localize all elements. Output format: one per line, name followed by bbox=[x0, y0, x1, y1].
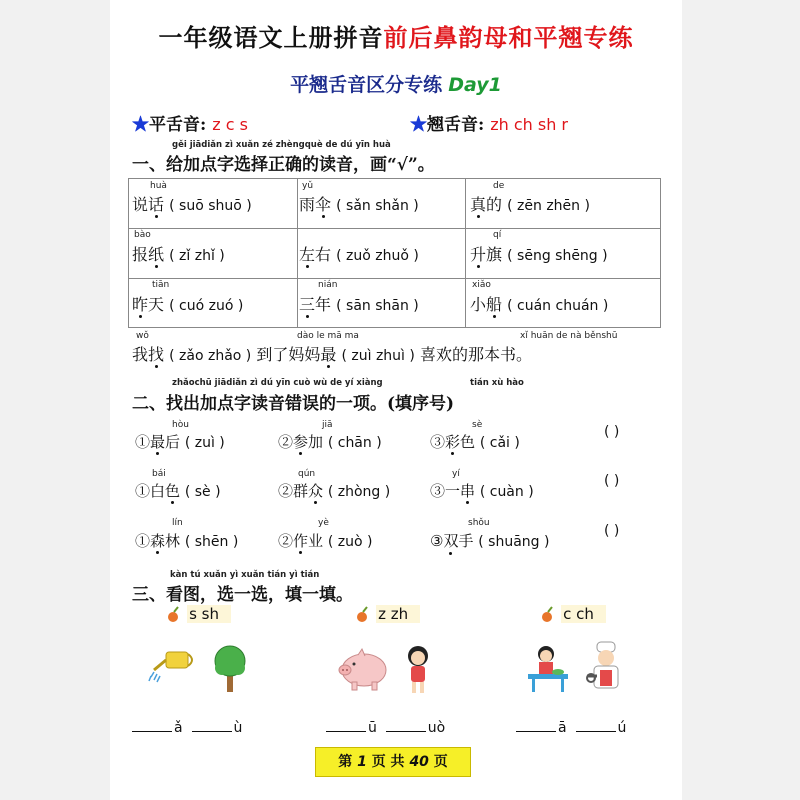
choice-item: ③彩色 ( cǎi ) bbox=[430, 433, 520, 451]
title-black: 一年级语文上册拼音 bbox=[158, 23, 384, 52]
choice-item: ③一串 ( cuàn ) bbox=[430, 482, 534, 500]
section1-pinyin: gěi jiādiǎn zì xuǎn zé zhèngquè de dú yīn huà bbox=[172, 140, 391, 150]
tag-icon bbox=[540, 606, 556, 624]
table-cell: 三年 ( sān shān ) bbox=[299, 295, 419, 314]
table-cell: 左右 ( zuǒ zhuǒ ) bbox=[299, 245, 419, 264]
star-icon: ★ bbox=[410, 115, 427, 135]
curl-letters: zh ch sh r bbox=[490, 115, 568, 134]
page-title bbox=[110, 18, 682, 53]
answer-options[interactable]: ( zuǒ zhuǒ ) bbox=[336, 248, 419, 264]
table-cell: 说话 ( suō shuō ) bbox=[132, 195, 252, 214]
choice-item: ②群众 ( zhòng ) bbox=[278, 482, 391, 500]
choice-item: ①森林 ( shēn ) bbox=[135, 532, 239, 550]
table-cell: 真的 ( zēn zhēn ) bbox=[470, 195, 590, 214]
page-indicator: 第 1 页 共 40 页 bbox=[315, 747, 471, 777]
letter-choice: z zh bbox=[355, 604, 420, 624]
answer-blank[interactable]: ( ) bbox=[604, 424, 620, 440]
table-cell: 昨天 ( cuó zuó ) bbox=[132, 295, 244, 314]
fill-blank-group[interactable]: ū uò bbox=[326, 720, 445, 736]
answer-options[interactable]: ( sǎn shǎn ) bbox=[336, 198, 419, 214]
watering-can-icon bbox=[148, 646, 198, 692]
table-cell: 雨伞 ( sǎn shǎn ) bbox=[299, 195, 419, 214]
choice-item: ②作业 ( zuò ) bbox=[278, 532, 373, 550]
answer-options[interactable]: ( zuì zhuì ) bbox=[341, 348, 415, 364]
fill-blank-group[interactable]: ā ú bbox=[516, 720, 626, 736]
subtitle bbox=[110, 70, 682, 97]
section2-heading: 二、找出加点字读音错误的一项。(填序号) bbox=[132, 394, 455, 414]
letter-choice: c ch bbox=[540, 604, 606, 624]
table-cell: 升旗 ( sēng shēng ) bbox=[470, 245, 608, 264]
choice-item: ②参加 ( chān ) bbox=[278, 433, 382, 451]
tag-icon bbox=[166, 606, 182, 624]
star-icon: ★ bbox=[132, 115, 149, 135]
fill-blank-group[interactable]: ǎ ù bbox=[132, 720, 242, 736]
table-cell: 报纸 ( zǐ zhǐ ) bbox=[132, 245, 225, 264]
choice-item: ③双手 ( shuāng ) bbox=[430, 532, 550, 550]
section3-pinyin: kàn tú xuǎn yì xuǎn tián yì tián bbox=[170, 570, 320, 580]
answer-options[interactable]: ( cuán chuán ) bbox=[507, 298, 609, 314]
worksheet-page: 一年级语文上册拼音前后鼻韵母和平翘专练 平翘舌音区分专练 Day1 ★平舌音: z c s ★翘舌音: zh ch sh r gěi jiādiǎn zì xuǎn zé zhèngquè de dú yīn huà 一、给加点字选择正确的读音，画“√”。 huà 说话 ( suō shuō ) yǔ 雨伞 ( sǎn shǎn ) de 真的 ( zēn zhēn ) bào 报纸 ( zǐ zhǐ ) 左右 ( zuǒ zhuǒ ) qí 升旗 ( sēng shēng ) tiān 昨天 ( cuó zuó ) nián 三年 ( sān shān ) xiǎo 小船 ( cuán chuán ) wǒ dào le mā ma xǐ huān de nà běnshū 我找 ( zǎo zhǎo ) 到了妈妈最 ( zuì zhuì ) 喜欢的那本书。 zhǎochū jiādiǎn zì dú yīn cuò wù de yí xiàng tián xù hào 二、找出加点字读音错误的一项。(填序号) hòu ①最后 ( zuì ) jiā ②参加 ( chān ) sè ③彩色 ( cǎi ) ( ) bái ①白色 ( sè ) qún ②群众 ( zhòng ) yí ③一串 ( cuàn ) ( ) lín ①森林 ( shēn ) yè ②作业 ( zuò ) shǒu ③双手 ( shuāng ) ( ) kàn tú xuǎn yì xuǎn tián yì tián 三、看图，选一选，填一填。 s sh ǎ ù z zh ū uò c ch ā ú 第 1 页 共 40 页 bbox=[110, 0, 682, 800]
eating-child-icon bbox=[524, 644, 572, 694]
day-label: Day1 bbox=[448, 74, 502, 96]
answer-options[interactable]: ( sēng shēng ) bbox=[507, 248, 608, 264]
table-cell: 小船 ( cuán chuán ) bbox=[470, 295, 609, 314]
girl-icon bbox=[401, 644, 435, 696]
answer-options[interactable]: ( zēn zhēn ) bbox=[507, 198, 590, 214]
flat-letters: z c s bbox=[212, 115, 248, 134]
answer-options[interactable]: ( suō shuō ) bbox=[169, 198, 252, 214]
answer-options[interactable]: ( zǐ zhǐ ) bbox=[169, 248, 225, 264]
answer-options[interactable]: ( cuó zuó ) bbox=[169, 298, 244, 314]
choice-item: ①白色 ( sè ) bbox=[135, 482, 221, 500]
section1-heading: 一、给加点字选择正确的读音，画“√”。 bbox=[132, 155, 435, 175]
section2-pinyin: zhǎochū jiādiǎn zì dú yīn cuò wù de yí xiàng bbox=[172, 378, 383, 388]
answer-blank[interactable]: ( ) bbox=[604, 473, 620, 489]
section3-heading: 三、看图，选一选，填一填。 bbox=[132, 585, 353, 605]
answer-options[interactable]: ( sān shān ) bbox=[336, 298, 419, 314]
choice-item: ①最后 ( zuì ) bbox=[135, 433, 225, 451]
answer-blank[interactable]: ( ) bbox=[604, 523, 620, 539]
chef-icon bbox=[585, 640, 629, 696]
subtitle-text: 平翘舌音区分专练 bbox=[290, 74, 443, 96]
flat-tongue-legend: ★平舌音: z c s bbox=[132, 115, 248, 135]
title-red: 前后鼻韵母和平翘专练 bbox=[383, 23, 634, 52]
tree-icon bbox=[210, 644, 250, 694]
answer-options[interactable]: ( zǎo zhǎo ) bbox=[169, 348, 252, 364]
pig-icon bbox=[334, 644, 390, 694]
sentence-question: 我找 ( zǎo zhǎo ) 到了妈妈最 ( zuì zhuì ) 喜欢的那本书。 bbox=[132, 345, 532, 364]
letter-choice: s sh bbox=[166, 604, 231, 624]
tag-icon bbox=[355, 606, 371, 624]
curled-tongue-legend: ★翘舌音: zh ch sh r bbox=[410, 115, 568, 135]
